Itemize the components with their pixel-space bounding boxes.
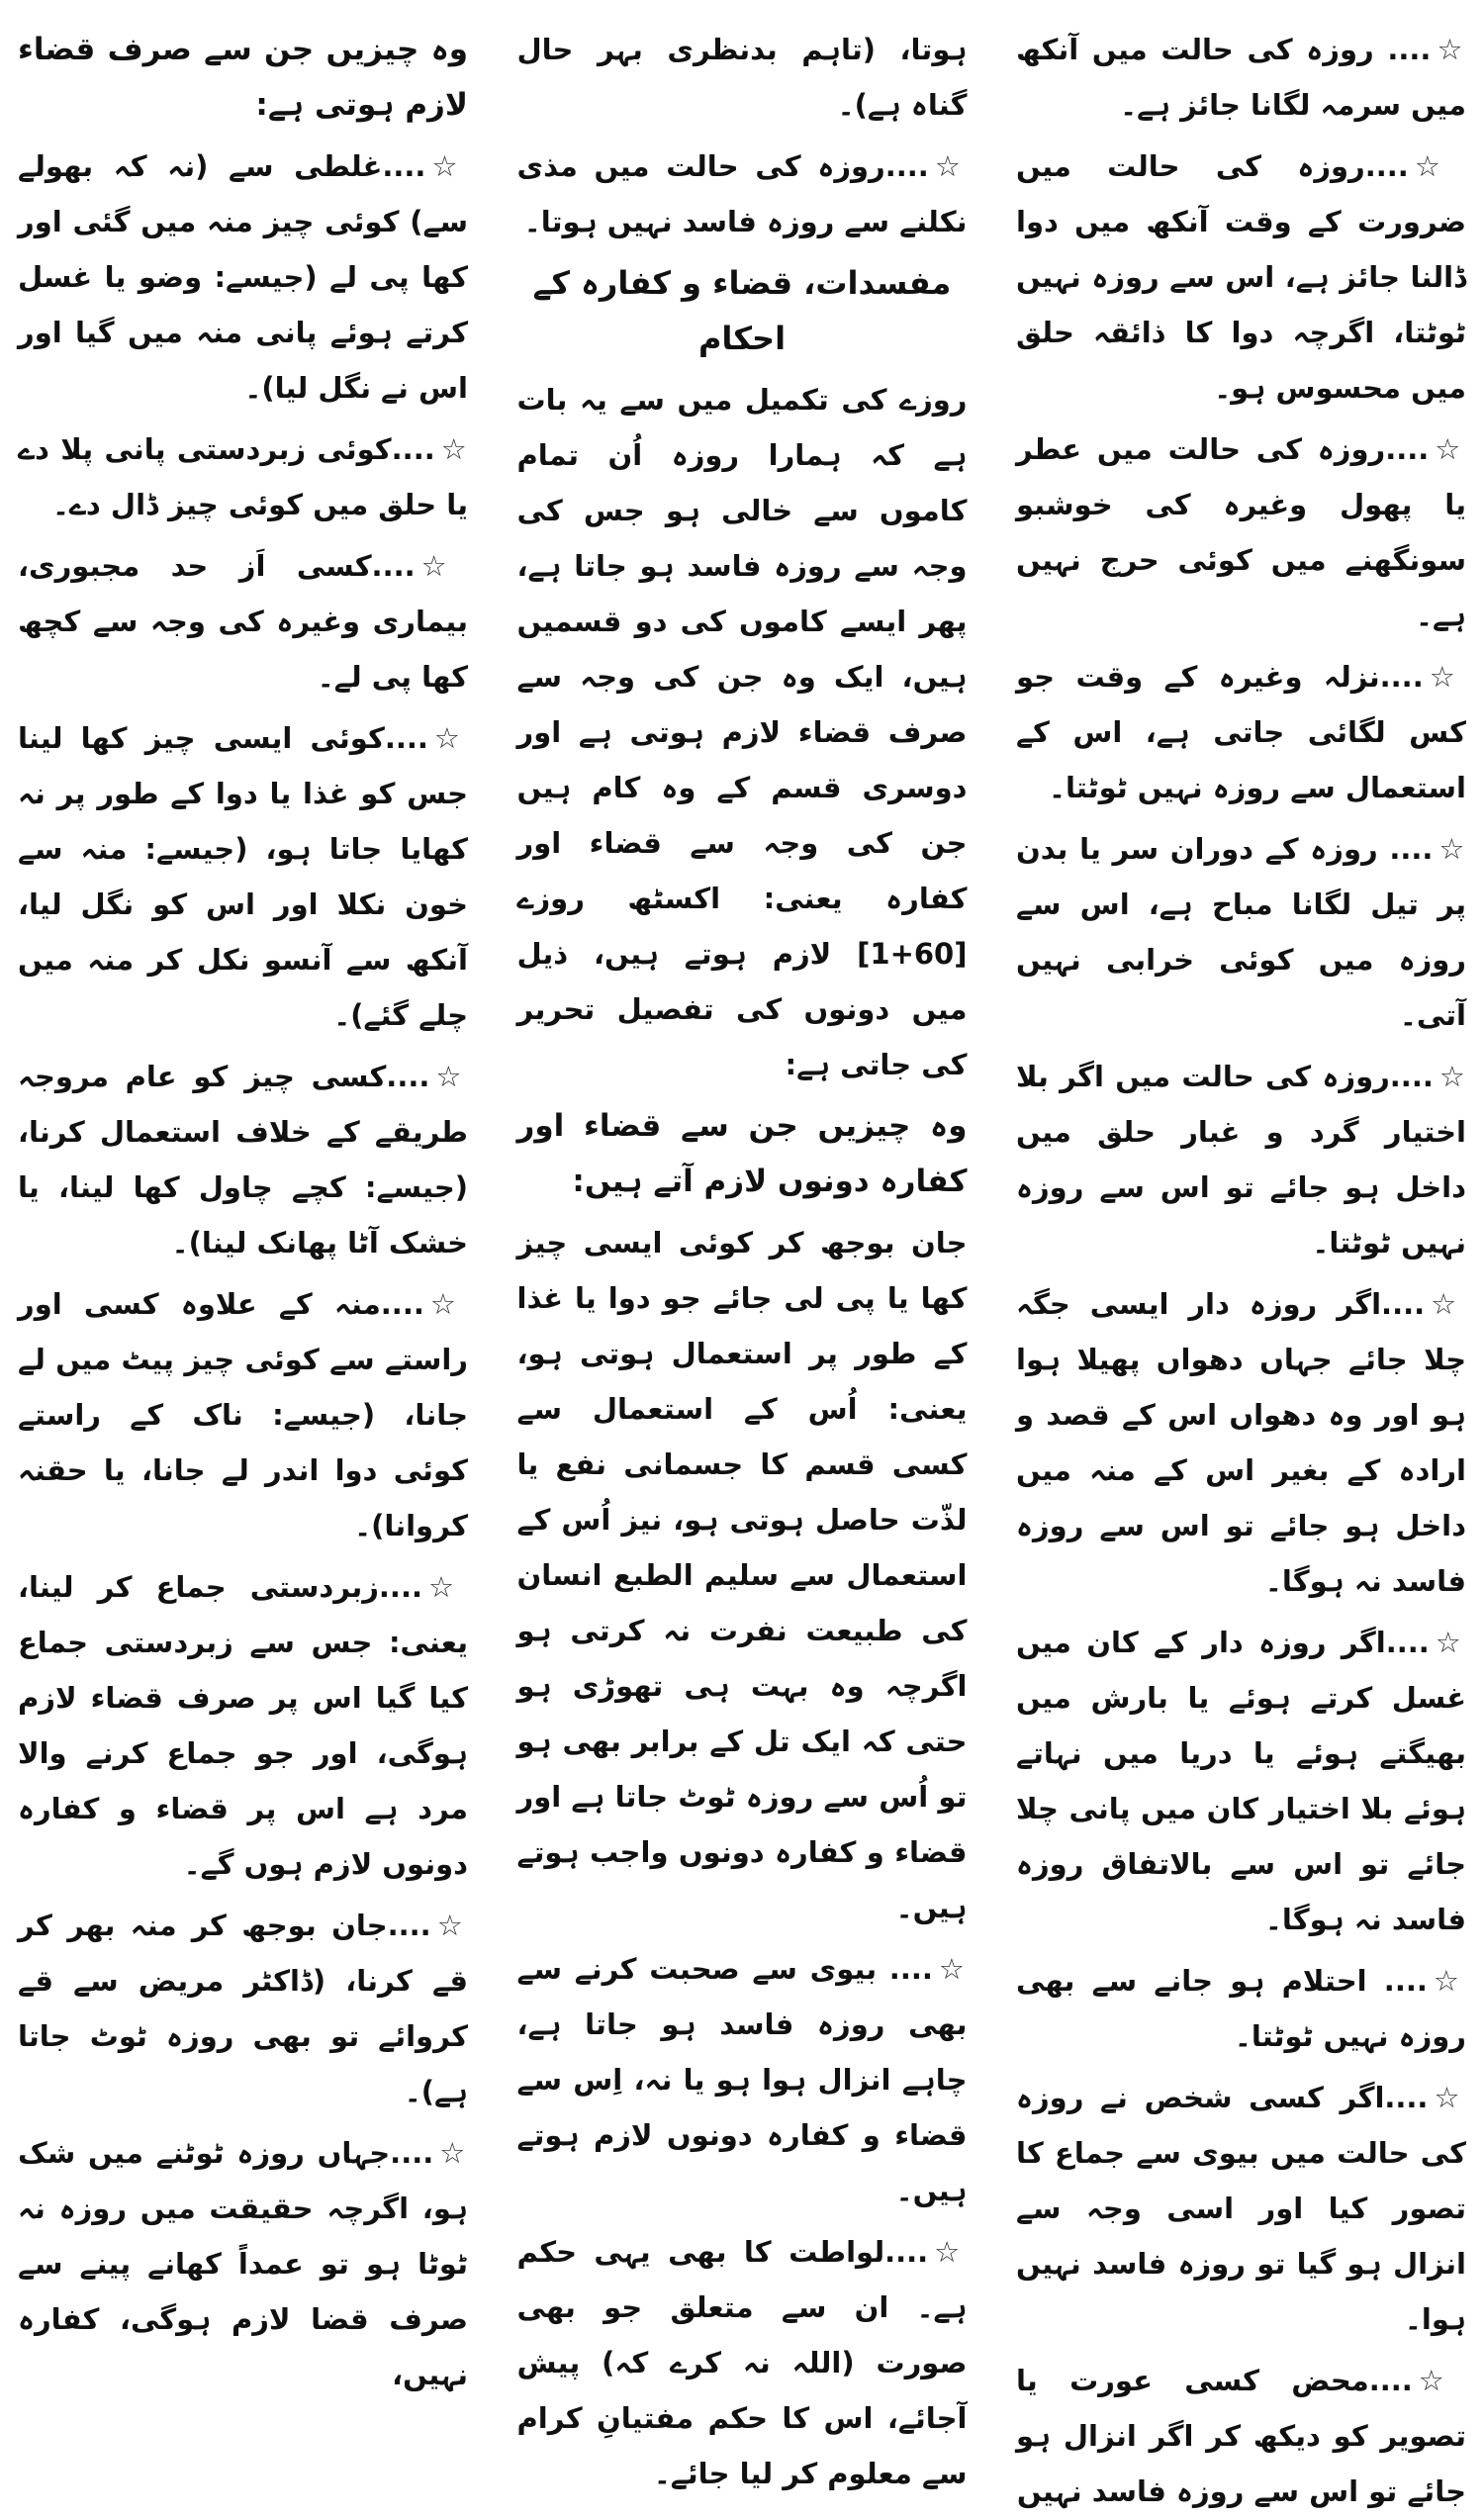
star-bullet-icon: ☆ [1433,1964,1467,1998]
star-bullet-icon: ☆ [1414,149,1466,183]
bullet-item [1016,1276,1466,1609]
text: ....اگر کسی شخص نے روزہ کی حالت میں بیوی سے جماع کا تصور کیا اور اسی وجہ سے انزال ہو گیا تو روزہ فاسد نہیں ہوا۔ [1016,2081,1466,2336]
paragraph [517,22,968,133]
text: مفسدات، قضاء و کفارہ کے احکام [532,264,952,357]
text: روزے کی تکمیل میں سے یہ بات ہے کہ ہمارا روزہ اُن تمام کاموں سے خالی ہو جس کی وجہ سے روزہ فاسد ہو جاتا ہے، پھر ایسے کاموں کی دو قسمیں ہیں، ایک وہ جن کی وجہ سے صرف قضاء لازم ہوتی ہے اور دوسری قسم کے وہ کام ہیں جن کی وجہ سے قضاء اور کفارہ یعنی: اکسٹھ روزے [60+1] لازم ہوتے ہیں، ذیل میں دونوں کی تفصیل تحریر کی جاتی ہے: [516,383,968,1081]
text: .... روزہ کے دوران سر یا بدن پر تیل لگانا مباح ہے، اس سے روزہ میں کوئی خرابی نہیں آتی۔ [1016,832,1466,1032]
column-right [1016,22,1467,2508]
bullet-item [517,139,968,249]
text: ....غلطی سے (نہ کہ بھولے سے) کوئی چیز منہ میں گئی اور کھا پی لے (جیسے: وضو یا غسل کرتے ہوئے پانی منہ میں گیا اور اس نے نگل لیا)۔ [18,149,468,405]
paragraph [517,372,968,1092]
star-bullet-icon: ☆ [1435,1626,1467,1659]
bullet-item [517,2224,968,2501]
bullet-item [1016,421,1466,643]
text: جان بوجھ کر کوئی ایسی چیز کھا یا پی لی جائے جو دوا یا غذا کے طور پر استعمال ہوتی ہو، یعنی: اُس کے استعمال سے کسی قسم کا جسمانی نفع یا لذّت حاصل ہوتی ہو، نیز اُس کے استعمال سے سلیم الطبع انسان کی طبیعت نفرت نہ کرتی ہو اگرچہ وہ بہت ہی تھوڑی ہو حتی کہ ایک تل کے برابر بھی ہو تو اُس سے روزہ ٹوٹ جاتا ہے اور قضاء و کفارہ دونوں واجب ہوتے ہیں۔ [516,1226,968,1924]
star-bullet-icon: ☆ [1431,1287,1466,1321]
bullet-item [18,2125,468,2402]
star-bullet-icon: ☆ [1429,660,1467,694]
column-left [18,22,469,2391]
text: ....لواطت کا بھی یہی حکم ہے۔ ان سے متعلق جو بھی صورت (اللہ نہ کرے کہ) پیش آجائے، اس کا حکم مفتیانِ کرام سے معلوم کر لیا جائے۔ [516,2235,968,2490]
star-bullet-icon: ☆ [435,1060,469,1093]
text: ہوتا، (تاہم بدنظری بہر حال گناہ ہے)۔ [516,33,968,122]
star-bullet-icon: ☆ [938,1952,968,1986]
bullet-item [18,421,468,532]
bullet-item [1016,821,1466,1043]
bullet-item [1016,139,1466,416]
star-bullet-icon: ☆ [440,432,468,466]
text: ....نزلہ وغیرہ کے وقت جو کس لگائی جاتی ہے، اس کے استعمال سے روزہ نہیں ٹوٹتا۔ [1016,660,1466,804]
bullet-item [1016,1615,1466,1947]
star-bullet-icon: ☆ [934,2235,968,2269]
bullet-item [1016,2353,1466,2519]
star-bullet-icon: ☆ [934,149,968,183]
star-bullet-icon: ☆ [420,549,468,583]
star-bullet-icon: ☆ [1438,1060,1466,1093]
paragraph [517,1215,968,1935]
text: ....کسی اَز حد مجبوری، بیماری وغیرہ کی وجہ سے کچھ کھا پی لے۔ [18,549,468,694]
text: ....کوئی ایسی چیز کھا لینا جس کو غذا یا دوا کے طور پر نہ کھایا جاتا ہو، (جیسے: منہ سے خون نکلا اور اس کو نگل لیا، آنکھ سے آنسو نکل کر منہ میں چلے گئے)۔ [18,721,468,1032]
star-bullet-icon: ☆ [433,721,468,755]
bullet-item [1016,649,1466,815]
text: ....اگر روزہ دار ایسی جگہ چلا جائے جہاں دھواں پھیلا ہوا ہو اور وہ دھواں اس کے قصد و ارادہ کے بغیر اس کے منہ میں داخل ہو جائے تو اس سے روزہ فاسد نہ ہوگا۔ [1016,1287,1466,1598]
text: ....محض کسی عورت یا تصویر کو دیکھ کر اگر انزال ہو جائے تو اس سے روزہ فاسد نہیں [1016,2364,1466,2508]
bullet-item [18,710,468,1043]
text: ....کوئی زبردستی پانی پلا دے یا حلق میں کوئی چیز ڈال دے۔ [18,432,468,521]
text: .... روزہ کی حالت میں آنکھ میں سرمہ لگانا جائز ہے۔ [1016,33,1466,122]
page [18,22,1467,2508]
column-middle [516,22,968,2490]
sub-heading [18,22,468,133]
bullet-item [1016,22,1466,133]
text: ....جان بوجھ کر منہ بھر کر قے کرنا، (ڈاکٹر مریض سے قے کروائے تو بھی روزہ ٹوٹ جاتا ہے)۔ [18,1909,468,2108]
section-heading [517,255,968,366]
star-bullet-icon: ☆ [1418,2364,1466,2397]
star-bullet-icon: ☆ [439,2136,468,2170]
sub-heading [517,1098,968,1209]
bullet-item [1016,1953,1466,2064]
text: وہ چیزیں جن سے قضاء اور کفارہ دونوں لازم آتے ہیں: [516,1108,968,1199]
bullet-item [18,1276,468,1553]
bullet-item [1016,2070,1466,2347]
text: وہ چیزیں جن سے صرف قضاء لازم ہوتی ہے: [18,32,468,123]
bullet-item [18,1049,468,1270]
bullet-item [18,139,468,416]
bullet-item [18,1898,468,2119]
star-bullet-icon: ☆ [436,1909,469,1942]
text: .... بیوی سے صحبت کرنے سے بھی روزہ فاسد ہو جاتا ہے، چاہے انزال ہوا ہو یا نہ، اِس سے قضاء و کفارہ دونوں لازم ہوتے ہیں۔ [516,1952,968,2207]
star-bullet-icon: ☆ [1434,2081,1466,2114]
text: ....جہاں روزہ ٹوٹنے میں شک ہو، اگرچہ حقیقت میں روزہ نہ ٹوٹا ہو تو عمداً کھانے پینے سے صرف قضا لازم ہوگی، کفارہ نہیں، [18,2136,468,2391]
bullet-item [1016,1049,1466,1270]
text: ....منہ کے علاوہ کسی اور راستے سے کوئی چیز پیٹ میں لے جانا، (جیسے: ناک کے راستے کوئی دوا اندر لے جانا، یا حقنہ کروانا)۔ [18,1287,468,1542]
star-bullet-icon: ☆ [431,149,468,183]
text: ....روزہ کی حالت میں مذی نکلنے سے روزہ فاسد نہیں ہوتا۔ [516,149,968,238]
bullet-item [517,1941,968,2218]
text: ....زبردستی جماع کر لینا، یعنی: جس سے زبردستی جماع کیا گیا اس پر صرف قضاء لازم ہوگی، اور جو جماع کرنے والا مرد ہے اس پر قضاء و کفارہ دونوں لازم ہوں گے۔ [18,1570,468,1881]
star-bullet-icon: ☆ [428,1570,469,1604]
text: ....کسی چیز کو عام مروجہ طریقے کے خلاف استعمال کرنا، (جیسے: کچے چاول کھا لینا، یا خشک آٹا پھانک لینا)۔ [18,1060,468,1260]
bullet-item [18,1559,468,1892]
star-bullet-icon: ☆ [1437,33,1467,66]
star-bullet-icon: ☆ [429,1287,468,1321]
text: ....اگر روزہ دار کے کان میں غسل کرتے ہوئے یا بارش میں بھیگتے ہوئے یا دریا میں نہاتے ہوئے بلا اختیار کان میں پانی چلا جائے تو اس سے بالاتفاق روزہ فاسد نہ ہوگا۔ [1016,1626,1466,1936]
star-bullet-icon: ☆ [1435,432,1466,466]
bullet-item [18,538,468,704]
text: ....روزہ کی حالت میں عطر یا پھول وغیرہ کی خوشبو سونگھنے میں کوئی حرج نہیں ہے۔ [1016,432,1466,632]
text: .... احتلام ہو جانے سے بھی روزہ نہیں ٹوٹتا۔ [1016,1964,1466,2053]
star-bullet-icon: ☆ [1438,832,1467,866]
text: ....روزہ کی حالت میں ضرورت کے وقت آنکھ میں دوا ڈالنا جائز ہے، اس سے روزہ نہیں ٹوٹتا، اگرچہ دوا کا ذائقہ حلق میں محسوس ہو۔ [1016,149,1466,405]
text: ....روزہ کی حالت میں اگر بلا اختیار گرد و غبار حلق میں داخل ہو جائے تو اس سے روزہ نہیں ٹوٹتا۔ [1016,1060,1466,1260]
